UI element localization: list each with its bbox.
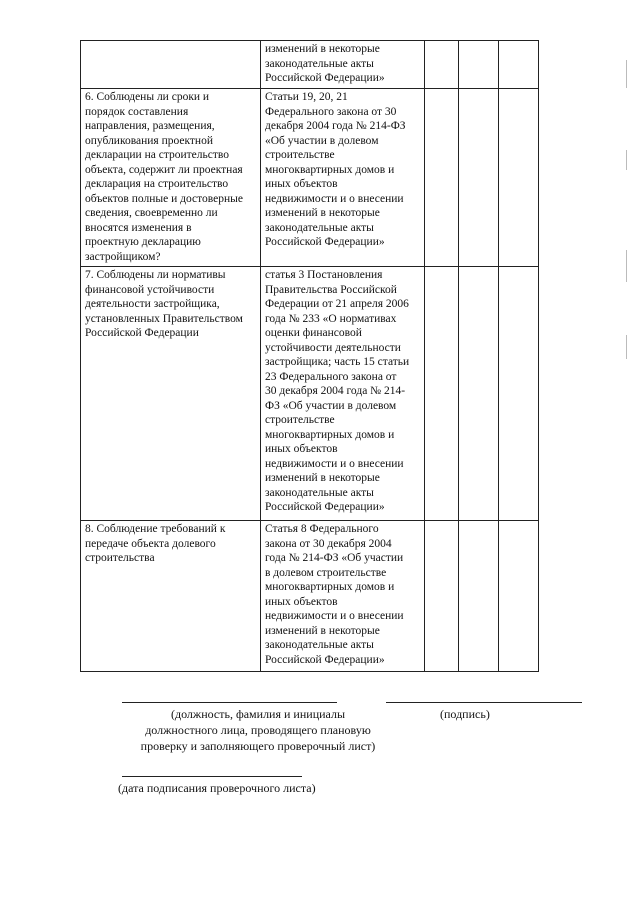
table-row: [81, 521, 539, 672]
checklist-table: [80, 40, 539, 672]
reference-cell: статья 3 Постановления Правительства Российской Федерации от 21 апреля 2006 года № 233 «О нормативах оценки финансовой устойчивости деятельности застройщика; часть 15 статьи 23 Федерального закона от 30 декабря 2004 года № 214- ФЗ «Об участии в долевом строительстве многоквартирных домов и иных объектов недвижимости и о внесении изменений в некоторые законодательные акты Российской Федерации»: [261, 267, 425, 521]
table-row: [81, 89, 539, 267]
reference-cell: Статьи 19, 20, 21 Федерального закона от 30 декабря 2004 года № 214-ФЗ «Об участии в долевом строительстве многоквартирных домов и иных объектов недвижимости и о внесении изменений в некоторые законодательные акты Российской Федерации»: [261, 89, 425, 267]
answer-yes-cell[interactable]: [425, 41, 459, 89]
question-cell: 6. Соблюдены ли сроки и порядок составления направления, размещения, опубликования проектной декларации на строительство объекта, содержит ли проектная декларация на строительство объектов полные и достоверные сведения, своевременно ли вносятся изменения в проектную декларацию застройщиком?: [81, 89, 261, 267]
answer-yes-cell[interactable]: [425, 267, 459, 521]
scan-edge-mark: [626, 60, 627, 88]
notes-cell[interactable]: [499, 89, 539, 267]
table-row: [81, 41, 539, 89]
scan-edge-mark: [626, 250, 627, 282]
answer-no-cell[interactable]: [459, 89, 499, 267]
position-caption: (должность, фамилия и инициалы должностного лица, проводящего плановую проверку и заполняющего проверочный лист): [140, 707, 376, 753]
answer-no-cell[interactable]: [459, 521, 499, 672]
signature-caption: (подпись): [440, 707, 490, 721]
answer-yes-cell[interactable]: [425, 89, 459, 267]
scan-edge-mark: [626, 150, 627, 170]
scan-edge-mark: [626, 335, 627, 359]
answer-yes-cell[interactable]: [425, 521, 459, 672]
signature-line[interactable]: [386, 702, 582, 703]
question-cell: 7. Соблюдены ли нормативы финансовой устойчивости деятельности застройщика, установленных Правительством Российской Федерации: [81, 267, 261, 521]
reference-cell: Статья 8 Федерального закона от 30 декабря 2004 года № 214-ФЗ «Об участии в долевом строительстве многоквартирных домов и иных объектов недвижимости и о внесении изменений в некоторые законодательные акты Российской Федерации»: [261, 521, 425, 672]
reference-cell: изменений в некоторые законодательные акты Российской Федерации»: [261, 41, 425, 89]
question-cell: 8. Соблюдение требований к передаче объекта долевого строительства: [81, 521, 261, 672]
date-caption: (дата подписания проверочного листа): [118, 781, 316, 795]
question-cell: [81, 41, 261, 89]
notes-cell[interactable]: [499, 521, 539, 672]
answer-no-cell[interactable]: [459, 41, 499, 89]
table-row: [81, 267, 539, 521]
notes-cell[interactable]: [499, 267, 539, 521]
notes-cell[interactable]: [499, 41, 539, 89]
date-line[interactable]: [122, 776, 302, 777]
position-line[interactable]: [122, 702, 337, 703]
answer-no-cell[interactable]: [459, 267, 499, 521]
